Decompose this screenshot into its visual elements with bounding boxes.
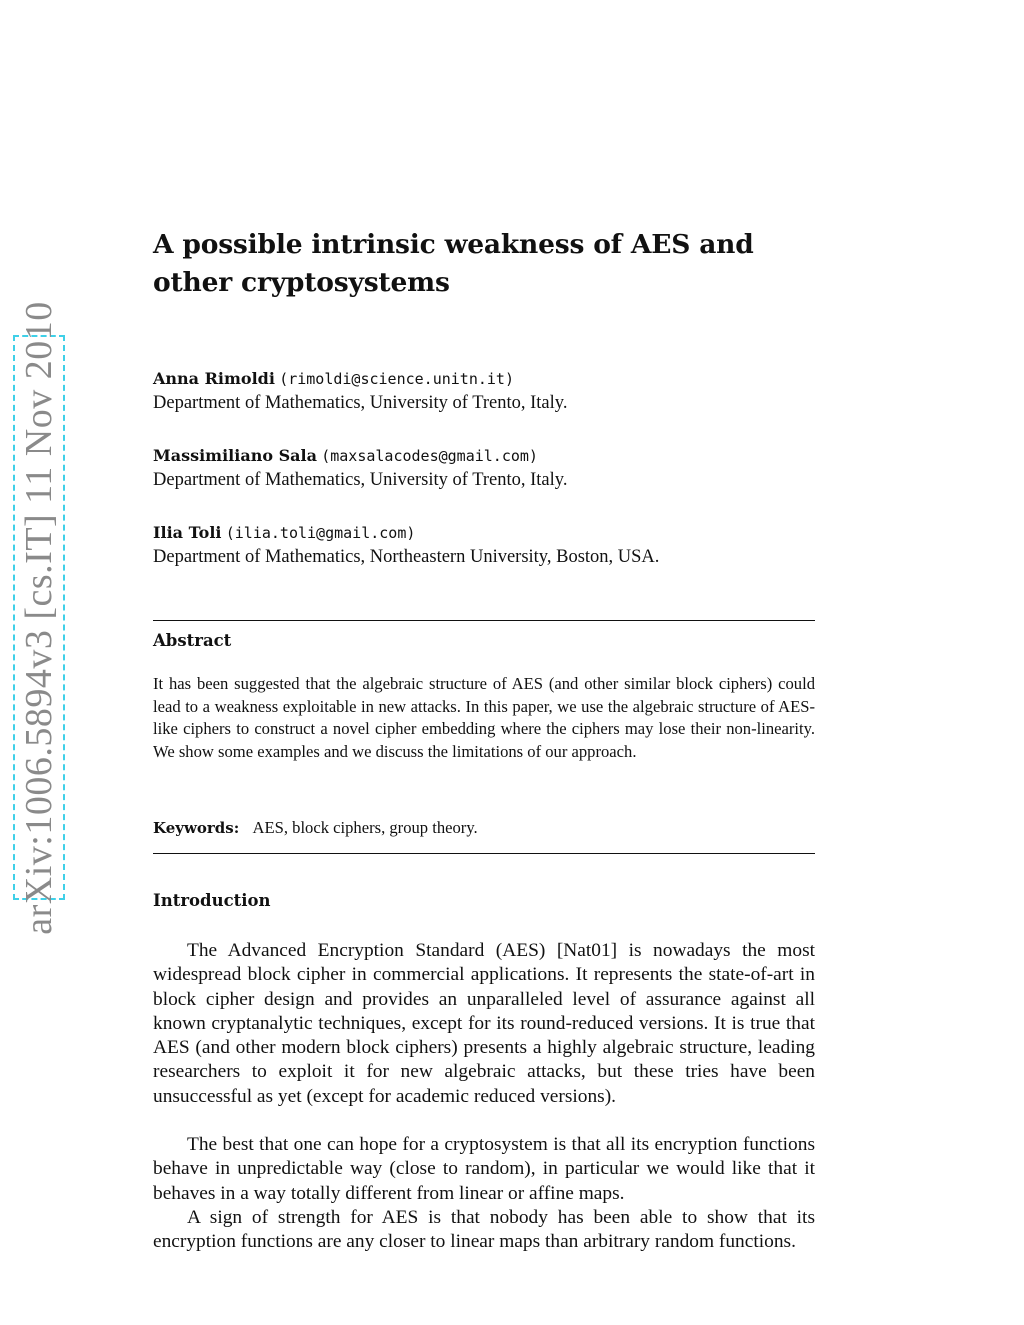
author-block <box>153 521 815 569</box>
author-name: Massimiliano Sala <box>153 446 317 465</box>
author-email: (maxsalacodes@gmail.com) <box>321 447 538 465</box>
introduction-paragraph: The Advanced Encryption Standard (AES) [Nat01] is nowadays the most widespread block cipher in commercial applications. It represents the state-of-art in block cipher design and provides an unparalleled level of assurance against all known cryptanalytic techniques, except for its round-reduced versions. It is true that AES (and other modern block ciphers) presents a highly algebraic structure, leading researchers to exploit it for new algebraic attacks, but these tries have been unsuccessful as yet (except for academic reduced versions). <box>153 940 815 1107</box>
abstract-text: It has been suggested that the algebraic structure of AES (and other similar block ciphers) could lead to a weakness exploitable in new attacks. In this paper, we use the algebraic structure of AES-like ciphers to construct a novel cipher embedding where the ciphers may lose their non-linearity. We show some examples and we discuss the limitations of our approach. <box>153 674 815 761</box>
keywords-label: Keywords: <box>153 819 240 837</box>
author-email: (ilia.toli@gmail.com) <box>225 524 416 542</box>
keywords-line <box>153 817 815 839</box>
author-email: (rimoldi@science.unitn.it) <box>279 370 514 388</box>
author-block <box>153 444 815 492</box>
introduction-heading: Introduction <box>153 891 271 910</box>
author-affiliation: Department of Mathematics, University of Trento, Italy. <box>153 470 568 490</box>
paper-title: A possible intrinsic weakness of AES and other cryptosystems <box>153 229 754 298</box>
keywords-text: AES, block ciphers, group theory. <box>252 818 478 837</box>
arxiv-identifier-text: arXiv:1006.5894v3 [cs.IT] 11 Nov 2010 <box>18 300 60 935</box>
introduction-paragraph: The best that one can hope for a cryptosystem is that all its encryption functions behave in unpredictable way (close to random), in particular we would like that it behaves in a way totally different from linear or affine maps. <box>153 1134 815 1204</box>
arxiv-identifier-stamp <box>13 300 65 935</box>
abstract-heading: Abstract <box>153 631 232 650</box>
author-block <box>153 367 815 415</box>
abstract-bottom-rule <box>153 853 815 854</box>
author-affiliation: Department of Mathematics, University of Trento, Italy. <box>153 393 568 413</box>
author-name: Ilia Toli <box>153 523 222 542</box>
introduction-paragraph: A sign of strength for AES is that nobody has been able to show that its encryption functions are any closer to linear maps than arbitrary random functions. <box>153 1207 815 1253</box>
abstract-top-rule <box>153 620 815 621</box>
author-affiliation: Department of Mathematics, Northeastern University, Boston, USA. <box>153 547 660 567</box>
author-name: Anna Rimoldi <box>153 369 275 388</box>
